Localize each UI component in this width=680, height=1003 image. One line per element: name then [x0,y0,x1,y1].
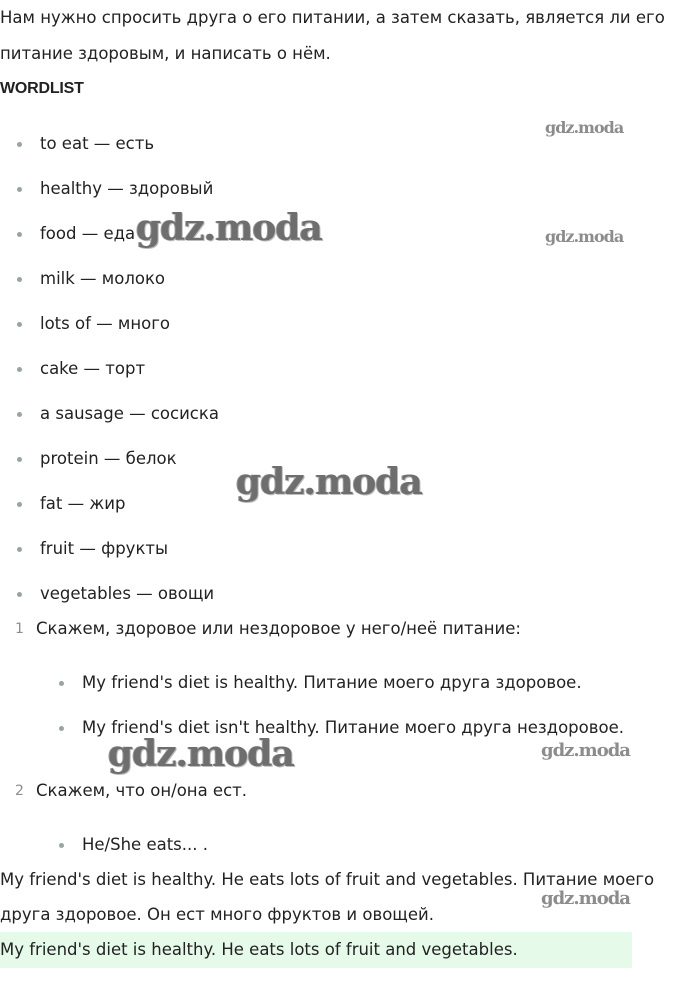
step-item: My friend's diet isn't healthy. Питание моего друга нездоровое. [82,718,624,737]
wordlist-item: lots of — много [40,314,170,333]
bullet-icon [17,412,22,417]
bullet-icon [59,726,64,731]
wordlist-item: cake — торт [40,359,146,378]
intro-line-1: Нам нужно спросить друга о его питании, а затем сказать, является ли его [0,8,665,27]
bullet-icon [17,142,22,147]
bullet-icon [17,232,22,237]
bullet-icon [59,681,64,686]
step-number: 2 [15,783,24,799]
wordlist-item: fruit — фрукты [40,539,169,558]
watermark-logo: gdz.moda [545,227,624,246]
watermark-logo: gdz.moda [236,461,422,503]
bullet-icon [17,187,22,192]
step-item: My friend's diet is healthy. Питание моего друга здоровое. [82,673,582,692]
watermark-logo: gdz.moda [545,118,624,137]
bullet-icon [17,322,22,327]
wordlist-item: milk — молоко [40,269,166,288]
step-number: 1 [15,621,24,637]
bullet-icon [17,277,22,282]
wordlist-item: vegetables — овощи [40,584,215,603]
wordlist-item: food — еда [40,224,136,243]
wordlist-item: protein — белок [40,449,177,468]
example-line-1: My friend's diet is healthy. He eats lots of fruit and vegetables. Питание моего [0,870,655,889]
answer-text: My friend's diet is healthy. He eats lots of fruit and vegetables. [0,940,518,959]
wordlist-heading: WORDLIST [0,80,84,97]
bullet-icon [17,592,22,597]
wordlist-item: fat — жир [40,494,126,513]
wordlist-item: healthy — здоровый [40,179,214,198]
intro-line-2: питание здоровым, и написать о нём. [0,44,331,63]
watermark-logo: gdz.moda [136,207,322,249]
bullet-icon [17,547,22,552]
bullet-icon [17,457,22,462]
watermark-logo: gdz.moda [108,733,294,775]
example-line-2: друга здоровое. Он ест много фруктов и овощей. [0,905,434,924]
bullet-icon [17,502,22,507]
wordlist-item: to eat — есть [40,134,155,153]
watermark-logo: gdz.moda [541,888,630,909]
watermark-logo: gdz.moda [541,740,630,761]
wordlist-item: a sausage — сосиска [40,404,219,423]
step-item: He/She eats... . [82,835,208,854]
step-text: Скажем, здоровое или нездоровое у него/неё питание: [36,619,521,638]
step-text: Скажем, что он/она ест. [36,781,248,800]
bullet-icon [17,367,22,372]
bullet-icon [59,843,64,848]
